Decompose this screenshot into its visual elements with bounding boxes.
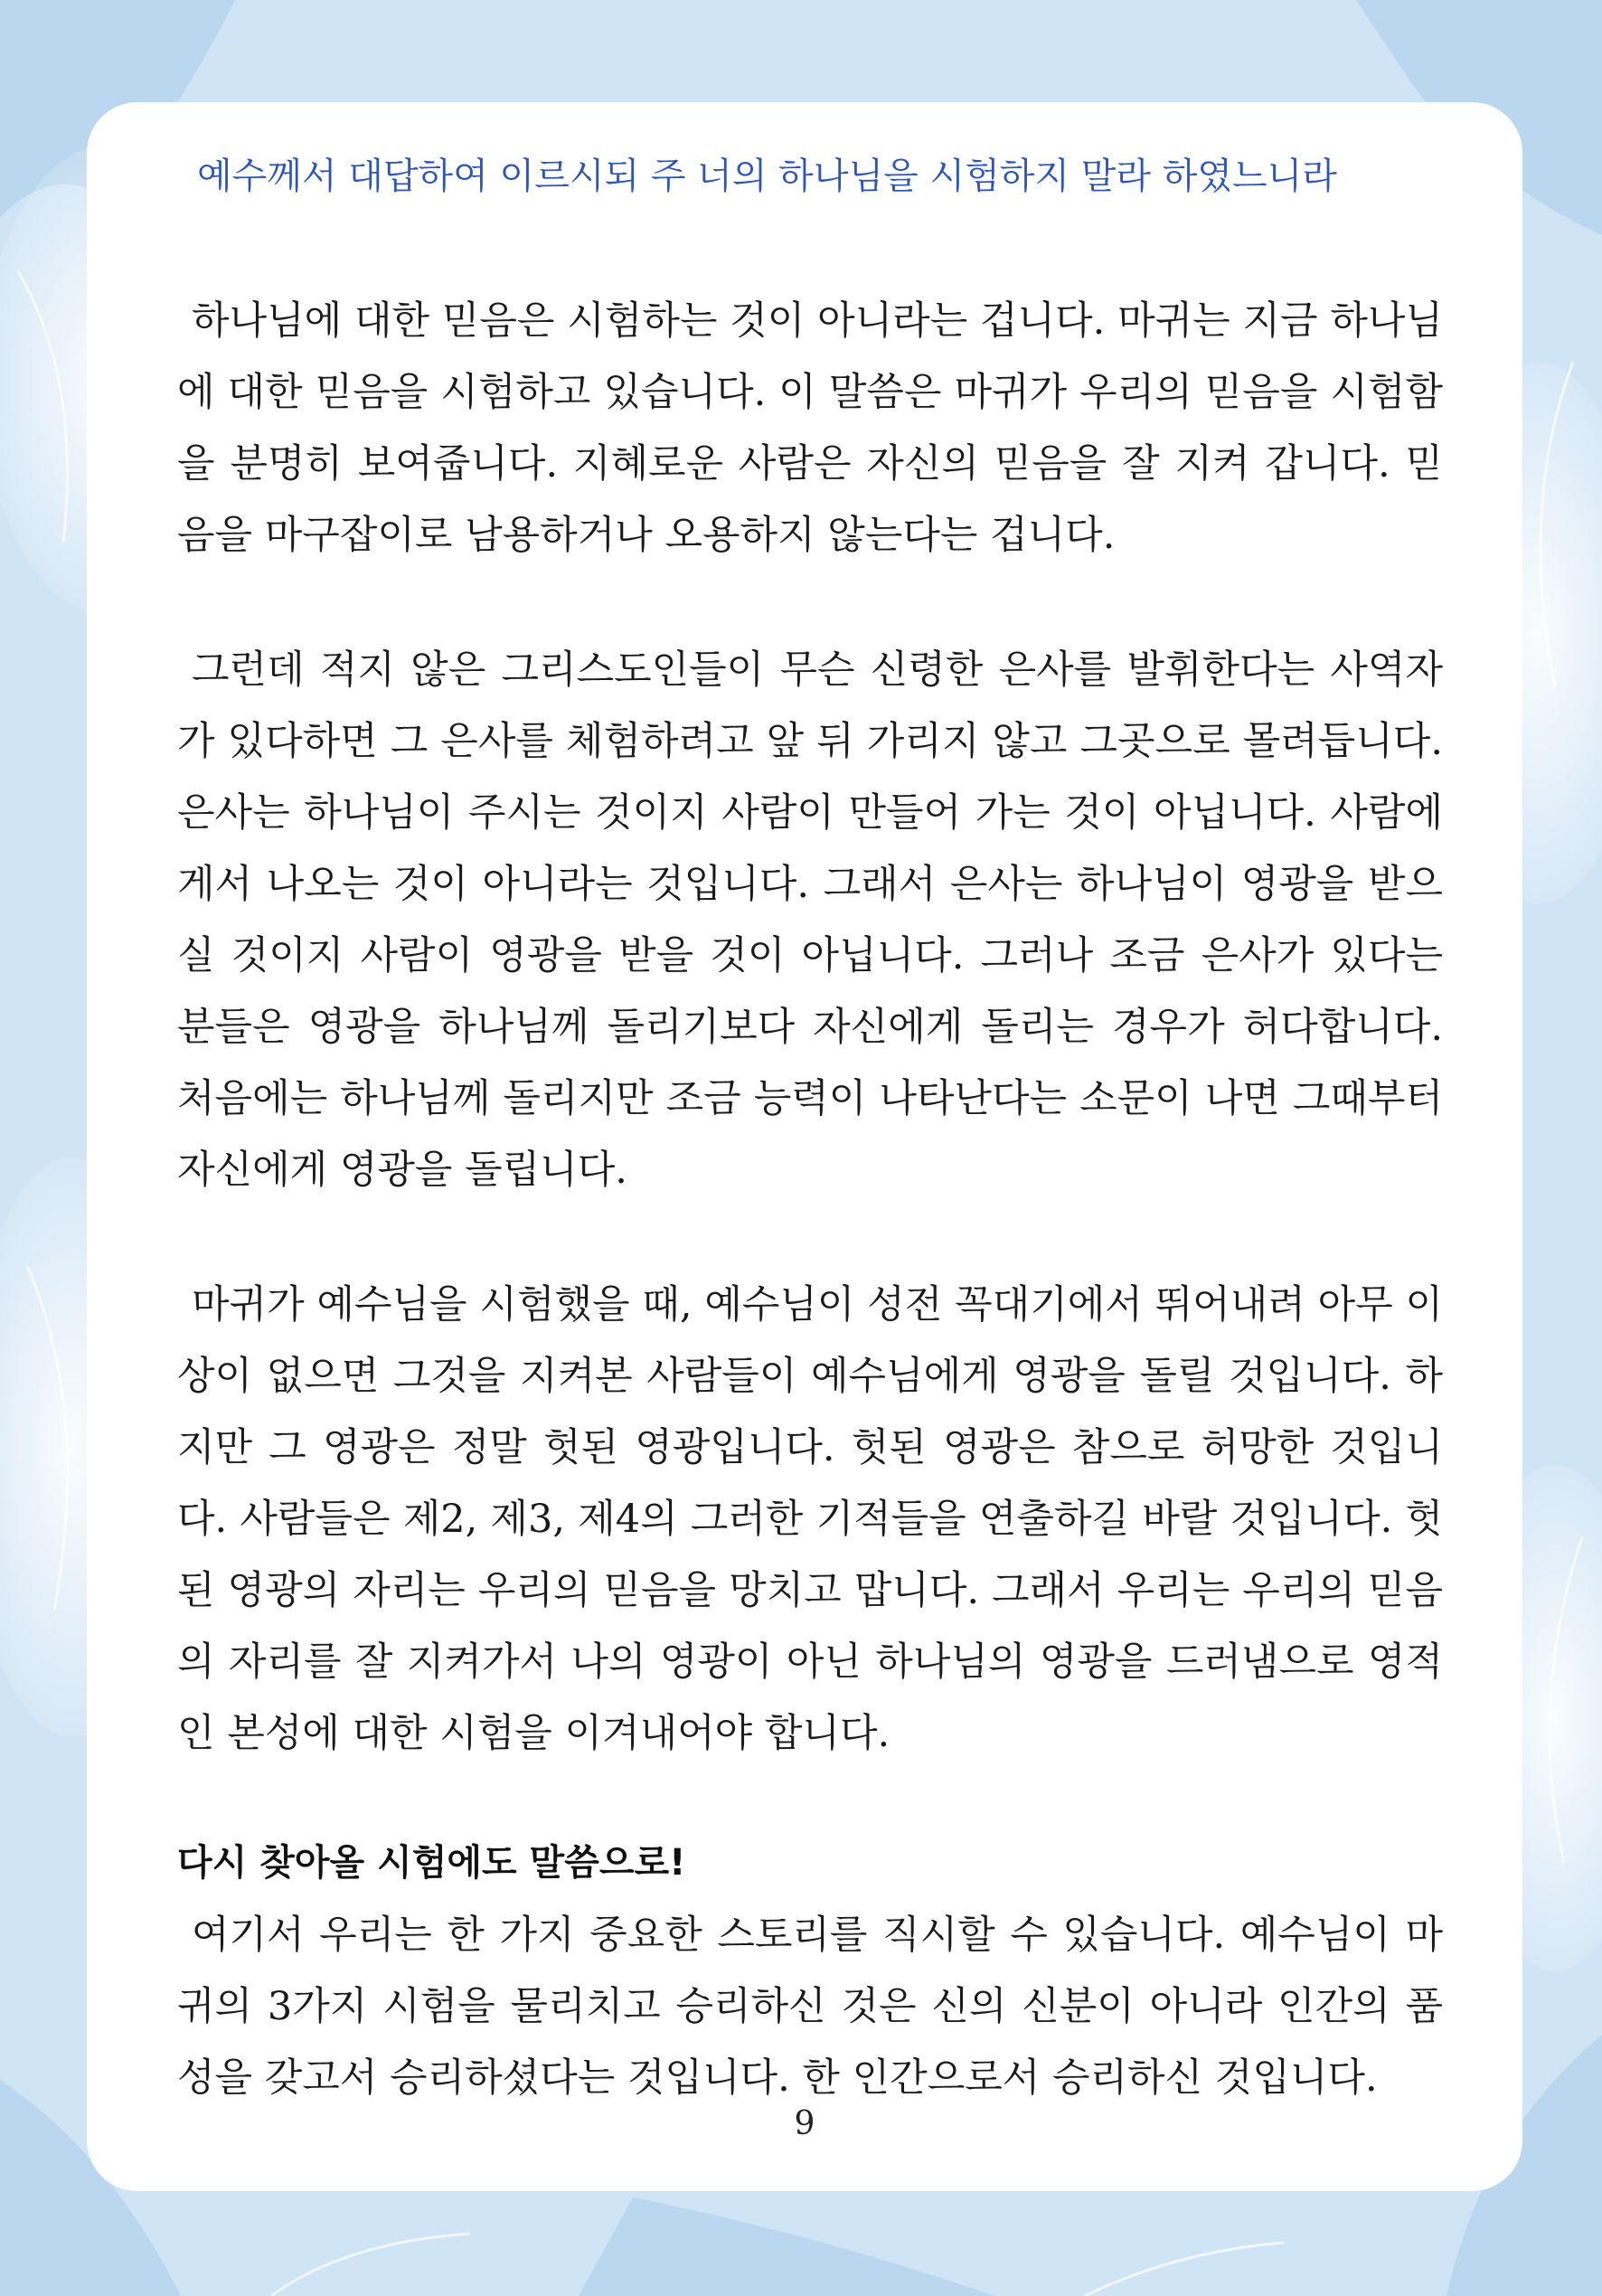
content-card bbox=[87, 102, 1522, 2191]
body-paragraph-4: 여기서 우리는 한 가지 중요한 스토리를 직시할 수 있습니다. 예수님이 마귀의 3가지 시험을 물리치고 승리하신 것은 신의 신분이 아니라 인간의 품성을 갖고서 승리하셨다는 것입니다. 한 인간으로서 승리하신 것입니다. bbox=[177, 1913, 1443, 2101]
section-heading: 다시 찾아올 시험에도 말씀으로! bbox=[177, 1842, 686, 1884]
scripture-verse: 예수께서 대답하여 이르시되 주 너의 하나님을 시험하지 말라 하였느니라 bbox=[197, 156, 1337, 197]
body-paragraph-2: 그런데 적지 않은 그리스도인들이 무슨 신령한 은사를 발휘한다는 사역자가 있다하면 그 은사를 체험하려고 앞 뒤 가리지 않고 그곳으로 몰려듭니다. 은사는 하나님이 주시는 것이지 사람이 만들어 가는 것이 아닙니다. 사람에게서 나오는 것이 아니라는 것입니다. 그래서 은사는 하나님이 영광을 받으실 것이지 사람이 영광을 받을 것이 아닙니다. 그러나 조금 은사가 있다는 분들은 영광을 하나님께 돌리기보다 자신에게 돌리는 경우가 허다합니다. 처음에는 하나님께 돌리지만 조금 능력이 나타난다는 소문이 나면 그때부터 자신에게 영광을 돌립니다. bbox=[177, 647, 1443, 1193]
page-number: 9 bbox=[794, 2105, 815, 2142]
body-paragraph-1: 하나님에 대한 믿음은 시험하는 것이 아니라는 겁니다. 마귀는 지금 하나님에 대한 믿음을 시험하고 있습니다. 이 말씀은 마귀가 우리의 믿음을 시험함을 분명히 보여줍니다. 지혜로운 사람은 자신의 믿음을 잘 지켜 갑니다. 믿음을 마구잡이로 남용하거나 오용하지 않는다는 겁니다. bbox=[177, 298, 1443, 558]
body-paragraph-3: 마귀가 예수님을 시험했을 때, 예수님이 성전 꼭대기에서 뛰어내려 아무 이상이 없으면 그것을 지켜본 사람들이 예수님에게 영광을 돌릴 것입니다. 하지만 그 영광은 정말 헛된 영광입니다. 헛된 영광은 참으로 허망한 것입니다. 사람들은 제2, 제3, 제4의 그러한 기적들을 연출하길 바랄 것입니다. 헛된 영광의 자리는 우리의 믿음을 망치고 맙니다. 그래서 우리는 우리의 믿음의 자리를 잘 지켜가서 나의 영광이 아닌 하나님의 영광을 드러냄으로 영적인 본성에 대한 시험을 이겨내어야 합니다. bbox=[177, 1282, 1443, 1756]
